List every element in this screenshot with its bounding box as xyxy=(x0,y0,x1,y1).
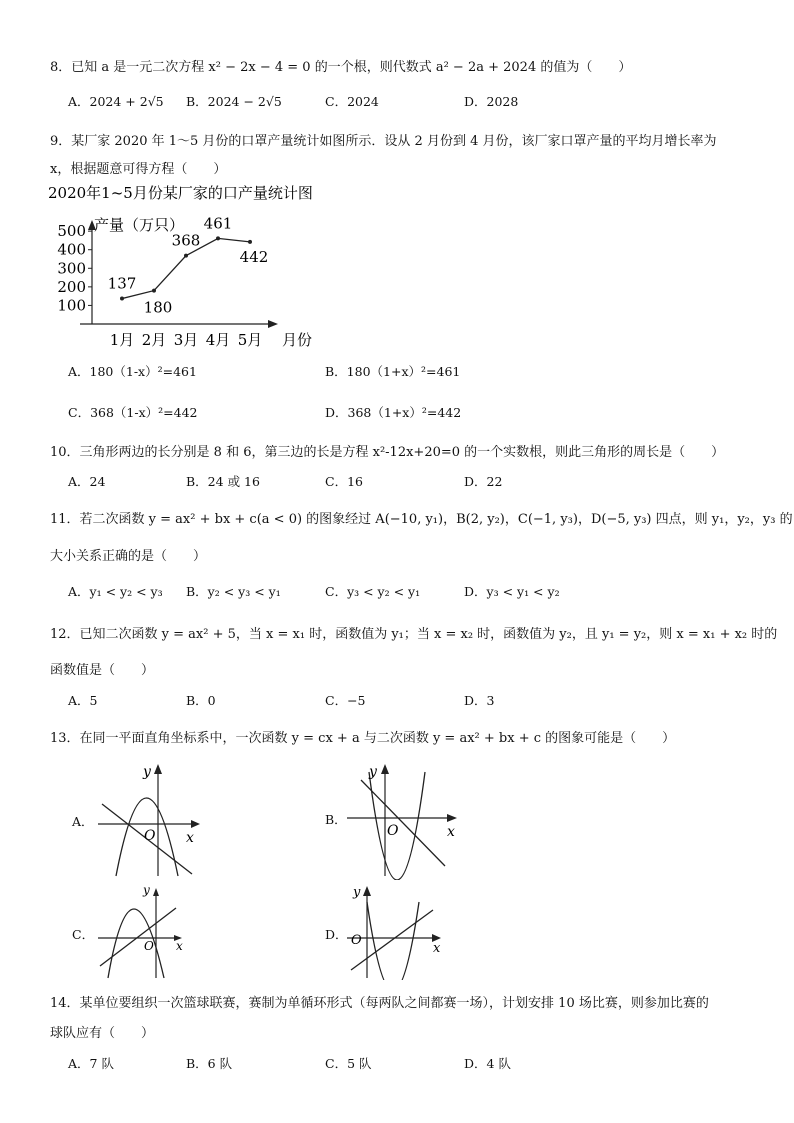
graph-c-y-label: y xyxy=(143,883,150,897)
graph-a-x-arrow xyxy=(191,820,200,828)
q12-option-d: D．3 xyxy=(464,693,495,708)
graph-a-y-label: y xyxy=(143,764,151,780)
q12-option-a: A．5 xyxy=(68,693,98,708)
q9-option-c: C．368（1-x）²=442 xyxy=(68,405,198,420)
q10-stem: 10．三角形两边的长分别是 8 和 6，第三边的长是方程 x²-12x+20=0 的一个实数根，则此三角形的周长是（ ） xyxy=(50,445,725,460)
chart-y-tick-label: 400 xyxy=(57,240,86,259)
q10-option-a: A．24 xyxy=(68,474,106,489)
q9-option-d: D．368（1+x）²=442 xyxy=(325,405,462,420)
q11-option-b: B．y₂ < y₃ < y₁ xyxy=(186,584,281,599)
chart-title: 2020年1~5月份某厂家的口产量统计图 xyxy=(48,184,313,202)
q13-label-c: C． xyxy=(72,927,95,942)
q14-stem-line1: 14．某单位要组织一次篮球联赛，赛制为单循环形式（每两队之间都赛一场），计划安排 10 场比赛，则参加比赛的 xyxy=(50,996,709,1011)
q13-graph-d xyxy=(345,880,450,980)
q14-stem-line2: 球队应有（ ） xyxy=(50,1026,155,1041)
chart-data-label: 368 xyxy=(171,231,201,250)
chart-y-tick-label: 300 xyxy=(57,259,86,278)
graph-c-y-arrow xyxy=(153,888,159,896)
graph-d-origin: O xyxy=(351,933,362,948)
q10-option-b: B．24 或 16 xyxy=(186,474,260,489)
q14-option-d: D．4 队 xyxy=(464,1056,511,1071)
graph-b-line xyxy=(361,780,445,866)
graph-b-x-arrow xyxy=(447,814,457,822)
q9-option-b: B．180（1+x）²=461 xyxy=(325,364,461,379)
chart-data-label: 180 xyxy=(143,298,173,317)
q11-stem-line2: 大小关系正确的是（ ） xyxy=(50,549,207,564)
q12-stem-line2: 函数值是（ ） xyxy=(50,663,155,678)
chart-data-label: 461 xyxy=(203,214,233,233)
q9-stem-line1: 9．某厂家 2020 年 1～5 月份的口罩产量统计如图所示．设从 2 月份到 4 月份，该厂家口罩产量的平均月增长率为 xyxy=(50,134,717,149)
graph-a-origin: O xyxy=(144,828,156,844)
graph-b-y-label: y xyxy=(369,764,377,780)
chart-x-axis-arrow xyxy=(268,320,278,328)
q9-stem-line2: x，根据题意可得方程（ ） xyxy=(50,162,227,177)
q14-option-a: A．7 队 xyxy=(68,1056,114,1071)
q10-option-c: C．16 xyxy=(325,474,363,489)
q11-stem-line1: 11．若二次函数 y = ax² + bx + c(a < 0) 的图象经过 A(−10, y₁)，B(2, y₂)，C(−1, y₃)，D(−5, y₃) 四点，则 y₁，y₂，y₃ 的 xyxy=(50,512,793,527)
chart-y-tick-label: 100 xyxy=(57,296,86,315)
chart-x-tick-label: 3月 xyxy=(173,331,199,349)
chart-x-tick-label: 5月 xyxy=(237,331,263,349)
q12-option-c: C．−5 xyxy=(325,693,366,708)
graph-d-y-arrow xyxy=(363,886,371,896)
graph-c-x-label: x xyxy=(176,939,183,953)
chart-x-tick-label: 1月 xyxy=(109,331,135,349)
q12-option-b: B．0 xyxy=(186,693,216,708)
production-line-chart xyxy=(40,178,330,350)
q9-option-a: A．180（1-x）²=461 xyxy=(68,364,197,379)
q13-graph-b xyxy=(345,758,465,880)
chart-point xyxy=(216,236,220,240)
q13-label-a: A． xyxy=(72,814,94,829)
q13-stem: 13．在同一平面直角坐标系中，一次函数 y = cx + a 与二次函数 y = ax² + bx + c 的图象可能是（ ） xyxy=(50,731,676,746)
graph-a-x-label: x xyxy=(186,830,194,846)
graph-b-x-label: x xyxy=(447,824,455,840)
graph-b-y-arrow xyxy=(381,764,389,774)
chart-y-tick-label: 200 xyxy=(57,277,86,296)
chart-point xyxy=(120,297,124,301)
graph-b-origin: O xyxy=(387,823,399,839)
graph-d-x-label: x xyxy=(433,941,441,956)
q8-option-b: B．2024 − 2√5 xyxy=(186,94,282,109)
chart-point xyxy=(184,254,188,258)
q14-option-b: B．6 队 xyxy=(186,1056,233,1071)
q13-label-d: D． xyxy=(325,927,348,942)
chart-x-label: 月份 xyxy=(282,331,313,349)
chart-point xyxy=(248,240,252,244)
q10-option-d: D．22 xyxy=(464,474,503,489)
graph-d-parabola xyxy=(367,902,419,980)
q13-label-b: B． xyxy=(325,812,347,827)
chart-x-tick-label: 2月 xyxy=(141,331,167,349)
q13-graph-a xyxy=(96,760,206,878)
chart-x-tick-label: 4月 xyxy=(205,331,231,349)
chart-data-label: 442 xyxy=(239,247,269,266)
q11-option-a: A．y₁ < y₂ < y₃ xyxy=(68,584,163,599)
graph-d-y-label: y xyxy=(353,885,361,900)
q8-stem: 8．已知 a 是一元二次方程 x² − 2x − 4 = 0 的一个根，则代数式 a² − 2a + 2024 的值为（ ） xyxy=(50,60,632,75)
graph-c-origin: O xyxy=(144,939,154,953)
q11-option-d: D．y₃ < y₁ < y₂ xyxy=(464,584,560,599)
chart-y-label: 产量（万只） xyxy=(94,216,185,234)
q8-option-a: A．2024 + 2√5 xyxy=(68,94,164,109)
q11-option-c: C．y₃ < y₂ < y₁ xyxy=(325,584,421,599)
chart-point xyxy=(152,289,156,293)
graph-a-y-arrow xyxy=(154,764,162,774)
q13-graph-c xyxy=(96,880,196,980)
chart-y-tick-label: 500 xyxy=(57,222,86,241)
q14-option-c: C．5 队 xyxy=(325,1056,372,1071)
chart-data-label: 137 xyxy=(107,274,137,293)
q12-stem-line1: 12．已知二次函数 y = ax² + 5，当 x = x₁ 时，函数值为 y₁；当 x = x₂ 时，函数值为 y₂，且 y₁ = y₂，则 x = x₁ + x₂ 时的 xyxy=(50,627,778,642)
q8-option-d: D．2028 xyxy=(464,94,519,109)
q8-option-c: C．2024 xyxy=(325,94,379,109)
graph-d-line xyxy=(351,910,433,970)
graph-c-line xyxy=(100,908,176,966)
